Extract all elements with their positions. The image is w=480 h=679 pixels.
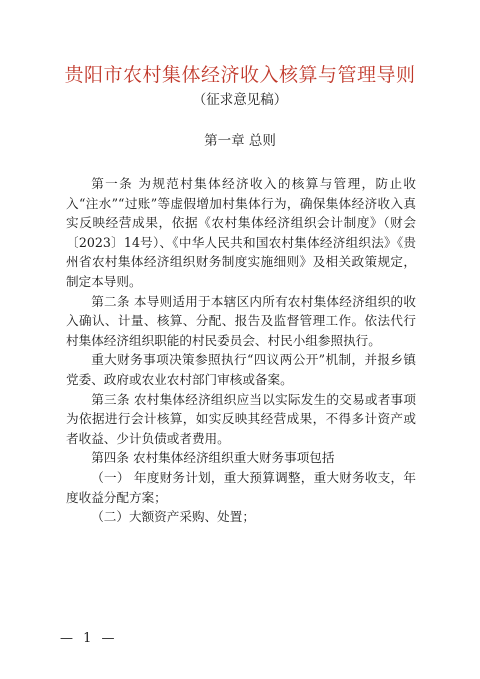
article-4-paragraph: 第四条 农村集体经济组织重大财务事项包括 [91, 450, 335, 466]
article-3-paragraph: 第三条 农村集体经济组织应当以实际发生的交易或者事项为依据进行会计核算，如实反映其经营成果，不得多计资产或者收益、少计负债或者费用。 [66, 391, 416, 446]
decision-mechanism-paragraph: 重大财务事项决策参照执行“四议两公开”机制，并报乡镇党委、政府或农业农村部门审核或备案。 [66, 352, 416, 387]
page-number: — 1 — [60, 631, 118, 646]
article-1-paragraph: 第一条 为规范村集体经济收入的核算与管理，防止收入“注水”“过账”等虚假增加村集体行为，确保集体经济收入真实反映经营成果，依据《农村集体经济组织会计制度》（财会〔2023〕14号）、《中华人民共和国农村集体经济组织法》《贵州省农村集体经济组织财务制度实施细则》及相关政策规定，制定本导则。 [66, 176, 416, 289]
article-4-item-2: （二）大额资产采购、处置； [91, 509, 255, 525]
article-4-item-1: （一） 年度财务计划，重大预算调整，重大财务收支，年度收益分配方案； [66, 469, 416, 505]
document-subtitle: （征求意见稿） [192, 92, 288, 108]
document-title: 贵阳市农村集体经济收入核算与管理导则 [64, 64, 416, 86]
article-2-paragraph: 第二条 本导则适用于本辖区内所有农村集体经济组织的收入确认、计量、核算、分配、报告及监督管理工作。依法代行村集体经济组织职能的村民委员会、村民小组参照执行。 [66, 293, 416, 348]
document-body [66, 174, 416, 527]
chapter-heading: 第一章 总则 [204, 133, 276, 149]
